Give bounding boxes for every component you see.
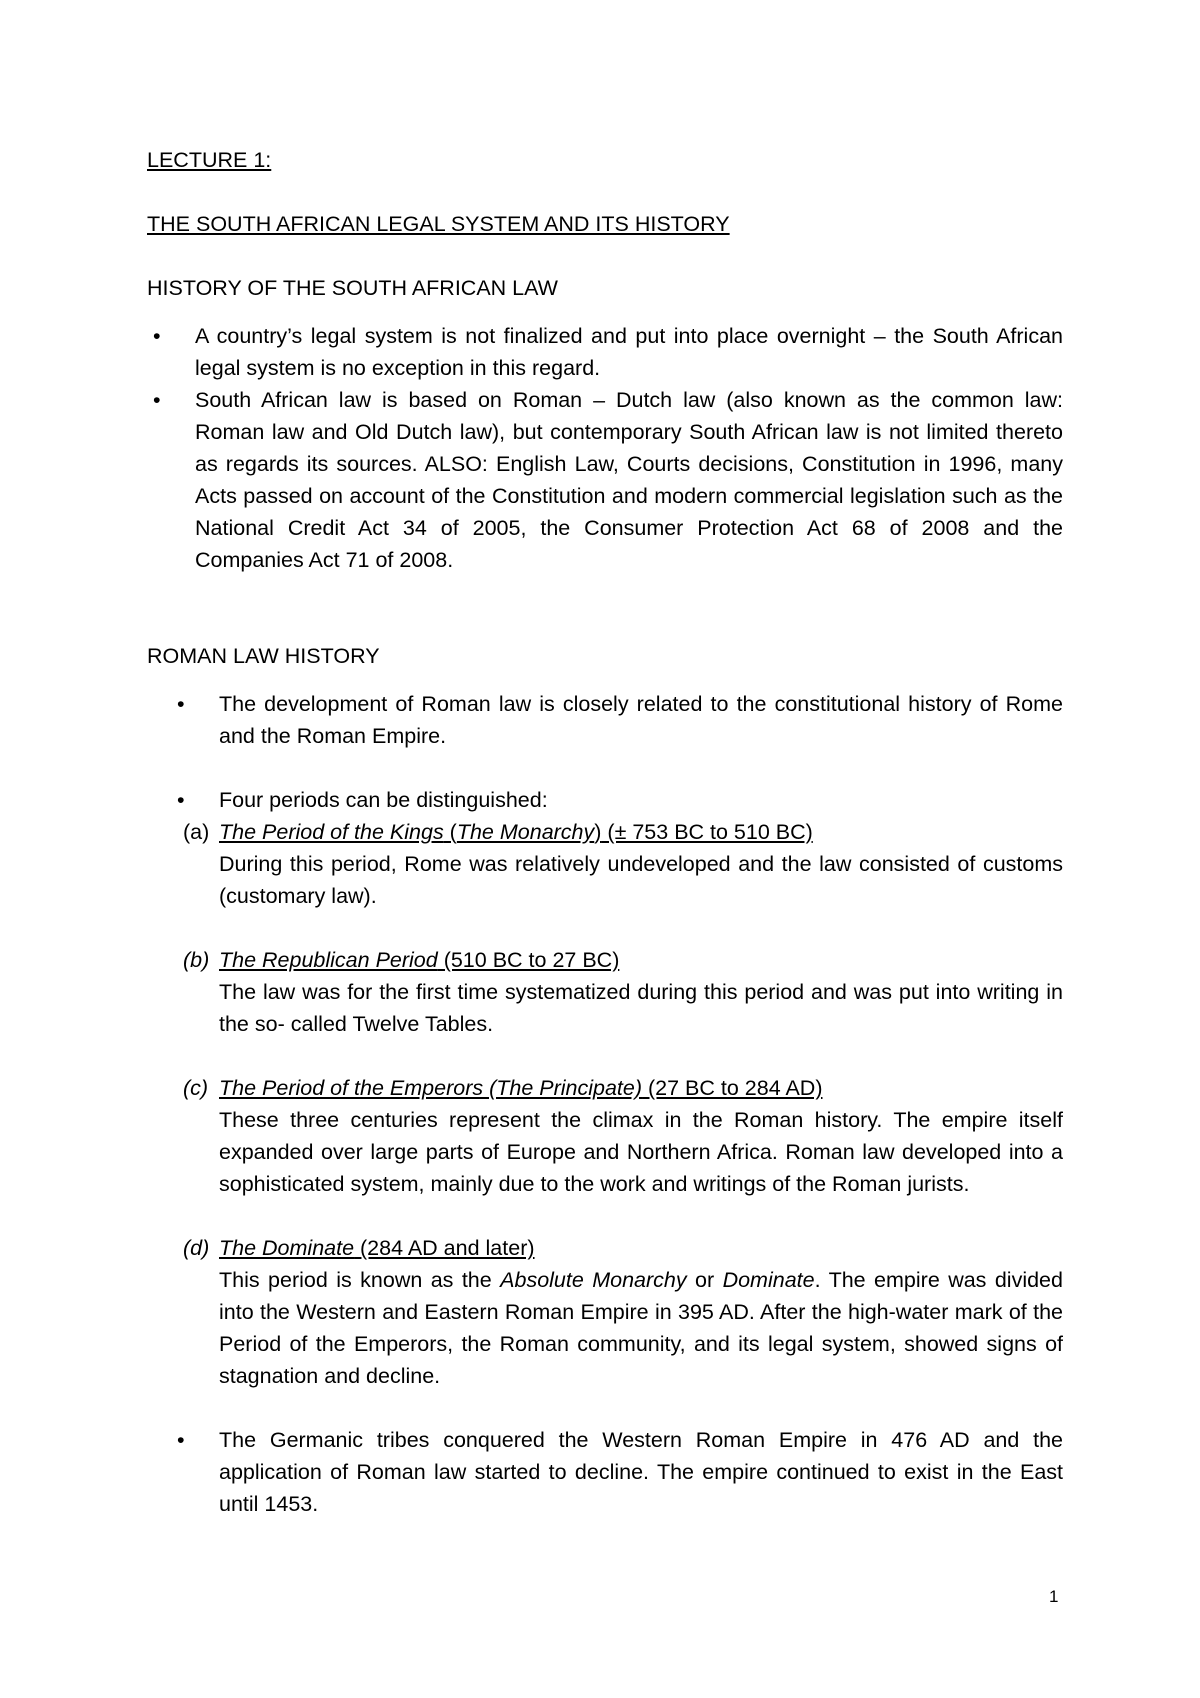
period-dates: (284 AD and later) <box>354 1236 535 1260</box>
spacer <box>147 1392 1063 1424</box>
period-label: (c) <box>183 1076 209 1100</box>
period-heading <box>183 944 1063 976</box>
spacer <box>147 752 1063 784</box>
list-item <box>147 784 1063 816</box>
period-c <box>147 1072 1063 1200</box>
period-description: The law was for the first time systematized during this period and was put into writing in the so- called Twelve Tables. <box>219 980 1063 1036</box>
spacer <box>147 912 1063 944</box>
period-heading <box>183 1072 1063 1104</box>
lecture-heading: LECTURE 1: <box>147 148 272 172</box>
period-alt-name: The Monarchy <box>456 820 595 844</box>
spacer <box>147 1200 1063 1232</box>
period-dates: (27 BC to 284 AD) <box>642 1076 823 1100</box>
period-label: (b) <box>183 948 210 972</box>
roman-law-bullet-list <box>147 688 1063 752</box>
period-label: (d) <box>183 1236 210 1260</box>
desc-text: or <box>686 1268 723 1292</box>
period-dates: (510 BC to 27 BC) <box>437 948 620 972</box>
spacer <box>147 1040 1063 1072</box>
document-title: THE SOUTH AFRICAN LEGAL SYSTEM AND ITS HISTORY <box>147 212 730 236</box>
desc-emphasis: Absolute Monarchy <box>500 1268 687 1292</box>
period-d <box>147 1232 1063 1392</box>
period-paren: ( <box>443 820 457 844</box>
period-paren: ) <box>594 820 602 844</box>
roman-law-bullet-list <box>147 784 1063 816</box>
list-item: • The development of Roman law is closely related to the constitutional history of Rome and the Roman Empire. <box>147 688 1063 752</box>
history-bullet-list <box>147 320 1063 576</box>
period-b <box>147 944 1063 1040</box>
desc-text: . The empire was divided into the Western and Eastern Roman Empire in 395 AD. After the high-water mark of the Period of the Emperors, the Roman community, and its legal system, showed signs of stagnation and decline. <box>219 1268 1063 1388</box>
period-name: The Period of the Kings <box>219 820 444 844</box>
page-number: 1 <box>1049 1587 1059 1606</box>
desc-text: This period is known as the <box>219 1268 501 1292</box>
list-item-text: Four periods can be distinguished: <box>219 788 548 812</box>
document-content <box>147 144 1063 1520</box>
desc-emphasis: Dominate <box>722 1268 815 1292</box>
period-name: The Republican Period <box>219 948 438 972</box>
roman-law-bullet-list <box>147 1424 1063 1520</box>
section-heading-roman-law: ROMAN LAW HISTORY <box>147 644 380 668</box>
spacer <box>147 576 1063 640</box>
period-description: These three centuries represent the climax in the Roman history. The empire itself expanded over large parts of Europe and Northern Africa. Roman law developed into a sophisticated system, mainly due to the work and writings of the Roman jurists. <box>219 1108 1063 1196</box>
period-heading <box>183 1232 1063 1264</box>
list-item: • A country’s legal system is not finalized and put into place overnight – the South African legal system is no exception in this regard. <box>147 320 1063 384</box>
period-name: The Dominate <box>219 1236 355 1260</box>
period-description <box>183 1264 1063 1392</box>
period-label: (a) <box>183 820 210 844</box>
period-a <box>147 816 1063 912</box>
period-dates: (± 753 BC to 510 BC) <box>601 820 813 844</box>
period-heading <box>183 816 1063 848</box>
list-item: • South African law is based on Roman – Dutch law (also known as the common law: Roman law and Old Dutch law), but contemporary South African law is not limited thereto as regards its sources. ALSO: English Law, Courts decisions, Constitution in 1996, many Acts passed on account of the Constitution and modern commercial legislation such as the National Credit Act 34 of 2005, the Consumer Protection Act 68 of 2008 and the Companies Act 71 of 2008. <box>147 384 1063 576</box>
period-description: During this period, Rome was relatively undeveloped and the law consisted of customs (customary law). <box>219 852 1063 908</box>
list-item: • The Germanic tribes conquered the Western Roman Empire in 476 AD and the application of Roman law started to decline. The empire continued to exist in the East until 1453. <box>147 1424 1063 1520</box>
period-name: The Period of the Emperors (The Principate) <box>219 1076 643 1100</box>
section-heading-history: HISTORY OF THE SOUTH AFRICAN LAW <box>147 276 558 300</box>
